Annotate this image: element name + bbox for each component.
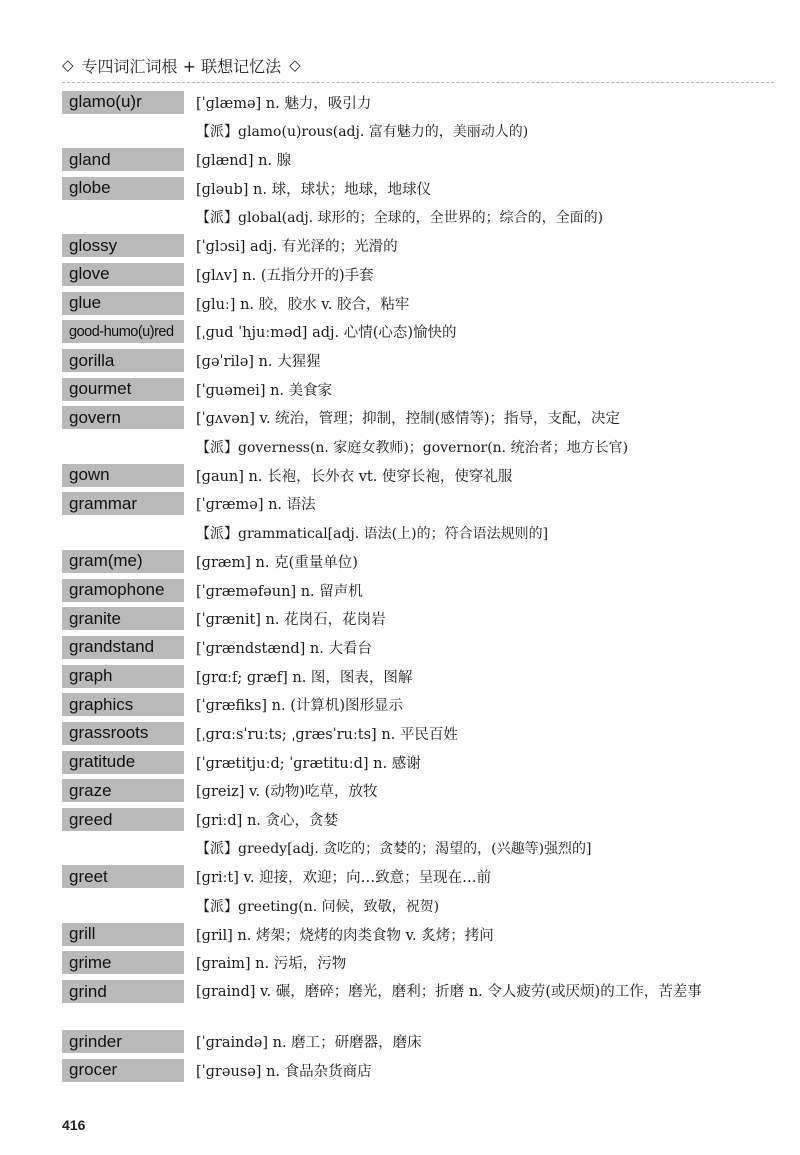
definition: [ɡraind] v. 碾，磨碎；磨光，磨利；折磨 n. 令人疲劳(或厌烦)的工作，苦差事	[196, 984, 702, 1001]
derivative-line: 【派】grammatical[adj. 语法(上)的；符合语法规则的]	[196, 525, 549, 542]
definition: [ˌɡud ˈhjuːməd] adj. 心情(心态)愉快的	[196, 325, 457, 342]
entry-row	[62, 318, 782, 347]
entry-row	[62, 461, 782, 490]
headword: graphics	[62, 693, 184, 716]
derivative-line: 【派】global(adj. 球形的；全球的，全世界的；综合的，全面的)	[196, 210, 604, 227]
entry-row	[62, 863, 782, 892]
definition: [ɡlʌv] n. (五指分开的)手套	[196, 267, 374, 284]
headword: glamo(u)r	[62, 91, 184, 114]
entry-row	[62, 289, 782, 318]
entry-row	[62, 748, 782, 777]
entry-row	[62, 145, 782, 174]
definition: [ɡraim] n. 污垢，污物	[196, 956, 347, 973]
entry-row	[62, 633, 782, 662]
headword: graph	[62, 665, 184, 688]
derivative-line: 【派】glamo(u)rous(adj. 富有魅力的，美丽动人的)	[196, 124, 529, 141]
headword: greet	[62, 865, 184, 888]
headword: grind	[62, 980, 184, 1003]
definition: [ˈɡʌvən] v. 统治，管理；抑制，控制(感情等)；指导，支配，决定	[196, 411, 620, 428]
definition: [ɡreiz] v. (动物)吃草，放牧	[196, 784, 378, 801]
entry-row	[62, 604, 782, 633]
header-rule	[62, 82, 774, 83]
definition: [ɡriːd] n. 贪心，贪婪	[196, 813, 338, 830]
entry-row	[62, 375, 782, 404]
headword: granite	[62, 607, 184, 630]
headword: gorilla	[62, 349, 184, 372]
entry-row	[62, 719, 782, 748]
headword: gratitude	[62, 751, 184, 774]
definition: [ˈɡrætitjuːd; ˈɡrætituːd] n. 感谢	[196, 755, 421, 772]
entry-row	[62, 977, 782, 1027]
headword: govern	[62, 406, 184, 429]
definition: [ˈɡlæmə] n. 魅力，吸引力	[196, 95, 372, 112]
definition: [ɡəˈrilə] n. 大猩猩	[196, 354, 321, 371]
definition: [ˈɡrəusə] n. 食品杂货商店	[196, 1063, 372, 1080]
headword: grinder	[62, 1030, 184, 1053]
entry-row	[62, 174, 782, 203]
entry-row	[62, 690, 782, 719]
entry-row	[62, 576, 782, 605]
definition: [ˈɡræməfəun] n. 留声机	[196, 583, 363, 600]
headword: gown	[62, 464, 184, 487]
headword: glue	[62, 292, 184, 315]
headword: grime	[62, 951, 184, 974]
entry-row	[62, 805, 782, 834]
entry-row	[62, 949, 782, 978]
headword: glove	[62, 263, 184, 286]
definition: [ɡluː] n. 胶，胶水 v. 胶合，粘牢	[196, 296, 410, 313]
definition: [ɡlænd] n. 腺	[196, 153, 292, 170]
entry-row	[62, 231, 782, 260]
headword: grassroots	[62, 722, 184, 745]
entry-row	[62, 404, 782, 433]
definition: [ˈɡrændstænd] n. 大看台	[196, 640, 372, 657]
entry-row	[62, 260, 782, 289]
entry-row	[62, 920, 782, 949]
entry-row	[62, 346, 782, 375]
entry-row	[62, 88, 782, 117]
definition: [ˈɡræmə] n. 语法	[196, 497, 316, 514]
headword: globe	[62, 177, 184, 200]
page-number: 416	[62, 1117, 86, 1133]
entry-row	[62, 777, 782, 806]
headword: graze	[62, 779, 184, 802]
headword: gourmet	[62, 378, 184, 401]
derivative-line: 【派】greedy[adj. 贪吃的；贪婪的；渴望的，(兴趣等)强烈的]	[196, 841, 592, 858]
header-title: 专四词汇词根 + 联想记忆法	[81, 56, 282, 76]
definition: [ˈɡrænit] n. 花岗石，花岗岩	[196, 612, 386, 629]
definition: [ɡriːt] v. 迎接，欢迎；向…致意；呈现在…前	[196, 870, 492, 887]
headword: grocer	[62, 1059, 184, 1082]
headword: grammar	[62, 492, 184, 515]
definition: [ɡrɑːf; ɡræf] n. 图，图表，图解	[196, 669, 413, 686]
headword: grandstand	[62, 636, 184, 659]
entry-row	[62, 490, 782, 519]
entry-row	[62, 1056, 782, 1085]
diamond-icon: ◇	[62, 56, 74, 74]
definition: [ɡril] n. 烤架；烧烤的肉类食物 v. 炙烤；拷问	[196, 927, 494, 944]
headword: gland	[62, 148, 184, 171]
entry-row	[62, 1027, 782, 1056]
derivative-line: 【派】greeting(n. 问候，致敬，祝贺)	[196, 898, 440, 915]
running-header	[62, 48, 774, 82]
derivative-line: 【派】governess(n. 家庭女教师)；governor(n. 统治者；地方长官)	[196, 439, 629, 456]
definition: [ˈɡuəmei] n. 美食家	[196, 382, 333, 399]
entry-row	[62, 547, 782, 576]
definition: [ɡaun] n. 长袍，长外衣 vt. 使穿长袍，使穿礼服	[196, 468, 513, 485]
definition: [ˈɡraində] n. 磨工；研磨器，磨床	[196, 1035, 422, 1052]
definition: [ɡləub] n. 球，球状；地球，地球仪	[196, 181, 432, 198]
headword: grill	[62, 923, 184, 946]
definition: [ɡræm] n. 克(重量单位)	[196, 554, 358, 571]
headword: greed	[62, 808, 184, 831]
vocabulary-list	[62, 88, 782, 1085]
definition: [ˈɡræfiks] n. (计算机)图形显示	[196, 698, 404, 715]
entry-row	[62, 662, 782, 691]
definition: [ˌɡrɑːsˈruːts; ˌɡræsˈruːts] n. 平民百姓	[196, 726, 458, 743]
diamond-icon: ◇	[289, 56, 301, 74]
headword: glossy	[62, 234, 184, 257]
headword: good-humo(u)red	[62, 320, 184, 343]
headword: gram(me)	[62, 550, 184, 573]
headword: gramophone	[62, 579, 184, 602]
definition: [ˈɡlɔsi] adj. 有光泽的；光滑的	[196, 239, 398, 256]
